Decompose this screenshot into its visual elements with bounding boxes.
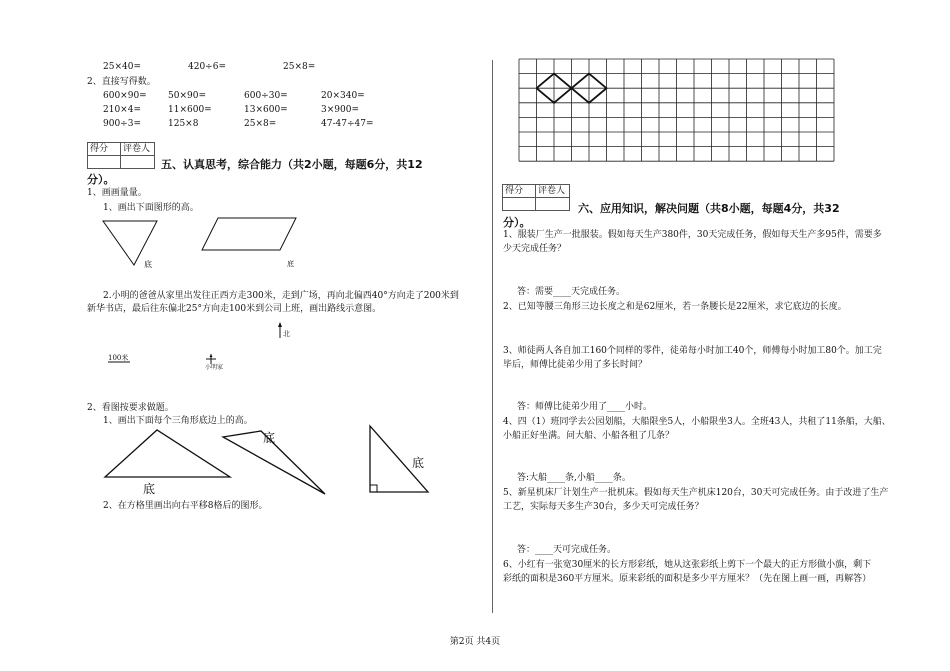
grader-label: 评卷人 [536,185,569,198]
calc-item: 25×8= [283,62,316,72]
home-label: 小明家 [205,364,224,371]
question-line: 工艺，实际每天多生产30台，多少天可完成任务？ [503,502,704,512]
page-footer: 第2页 共4页 [449,637,501,647]
calc-item: 25×40= [103,62,141,72]
calc-item: 11×600= [168,105,212,115]
grader-cell [121,156,154,168]
question-line: 5、新星机床厂计划生产一批机床。假如每天生产机床120台，30天可完成任务。由于改进了生产 [503,488,889,498]
question-line: 小船正好坐满。问大船、小船各租了几条？ [503,431,675,441]
grader-cell [536,198,569,210]
base-label: 底 [287,260,294,268]
column-divider [492,60,493,613]
score-box [87,142,155,169]
translation-grid [518,58,838,164]
home-marker-icon [206,354,216,364]
calc-item: 50×90= [168,91,206,101]
base-label: 底 [412,456,425,470]
question-line: 3、师徒两人各自加工160个同样的零件，徒弟每小时加工40个，师傅每小时加工80个。加工完 [503,346,882,356]
calc-item: 600÷30= [244,91,288,101]
calc-item: 20×340= [321,91,365,101]
calc-item: 420÷6= [188,62,226,72]
calc-item: 25×8= [244,119,277,129]
calc-item: 900÷3= [103,119,141,129]
score-label: 得分 [503,185,536,198]
calc-item: 125×8 [168,119,199,129]
question-3-1: 1、画出下面每个三角形底边上的高。 [103,416,253,426]
base-label: 底 [263,431,276,445]
score-cell [88,156,121,168]
question-line: 彩纸的面积是360平方厘米。原来彩纸的面积是多少平方厘米？（先在图上画一画，再解答） [503,574,872,584]
question-2-line: 新华书店，最后往东偏北25°方向走100米到公司上班，画出路线示意图。 [87,304,382,314]
calc-item: 3×900= [321,105,359,115]
answer-line: 答：需要____天完成任务。 [517,287,626,297]
section6-title-cont: 分）。 [503,216,531,229]
scale-bar [108,361,132,365]
calc-item: 210×4= [103,105,141,115]
question-3-2: 2、在方格里画出向右平移8格后的图形。 [103,501,268,511]
direct-title: 2、直接写得数。 [87,77,156,87]
base-label: 底 [143,482,156,496]
parallelogram-figure [200,216,300,256]
calc-item: 13×600= [244,105,288,115]
scale-label: 100米 [108,354,129,362]
score-label: 得分 [88,143,121,156]
question-line: 少天完成任务？ [503,244,567,254]
section6-title: 六、应用知识，解决问题（共8小题，每题4分，共32 [578,202,840,215]
question-line: 6、小红有一张宽30厘米的长方形彩纸，她从这张彩纸上剪下一个最大的正方形做小旗，剩下 [503,560,872,570]
question-1: 1、画画量量。 [87,188,147,198]
calc-item: 600×90= [103,91,147,101]
section5-title-cont: 分）。 [87,173,115,186]
section5-title: 五、认真思考，综合能力（共2小题，每题6分，共12 [161,158,423,171]
answer-line: 答：____天可完成任务。 [517,545,617,555]
base-label: 底 [144,260,152,269]
answer-line: 答：师傅比徒弟少用了____小时。 [517,402,653,412]
question-2-line: 2.小明的爸爸从家里出发往正西方走300米，走到广场，再向北偏西40°方向走了200米到 [103,291,459,301]
score-cell [503,198,536,210]
question-line: 毕后，师傅比徒弟少用了多长时间？ [503,360,648,370]
answer-line: 答:大船____条,小船____条。 [517,473,631,483]
grader-label: 评卷人 [121,143,154,156]
question-line: 4、四（1）班同学去公园划船，大船限坐5人，小船限坐3人。全班43人，共租了11条船，大船、 [503,417,891,427]
question-1-1: 1、画出下面图形的高。 [103,203,199,213]
north-label: 北 [283,330,290,338]
question-line: 2、已知等腰三角形三边长度之和是62厘米，若一条腰长是22厘米，求它底边的长度。 [503,302,847,312]
calc-item: 47-47÷47= [321,119,374,129]
question-line: 1、服装厂生产一批服装。假如每天生产380件，30天完成任务，假如每天生产多95件，需要多 [503,230,882,240]
score-box [502,184,570,211]
question-3: 2、看图按要求做题。 [87,403,174,413]
